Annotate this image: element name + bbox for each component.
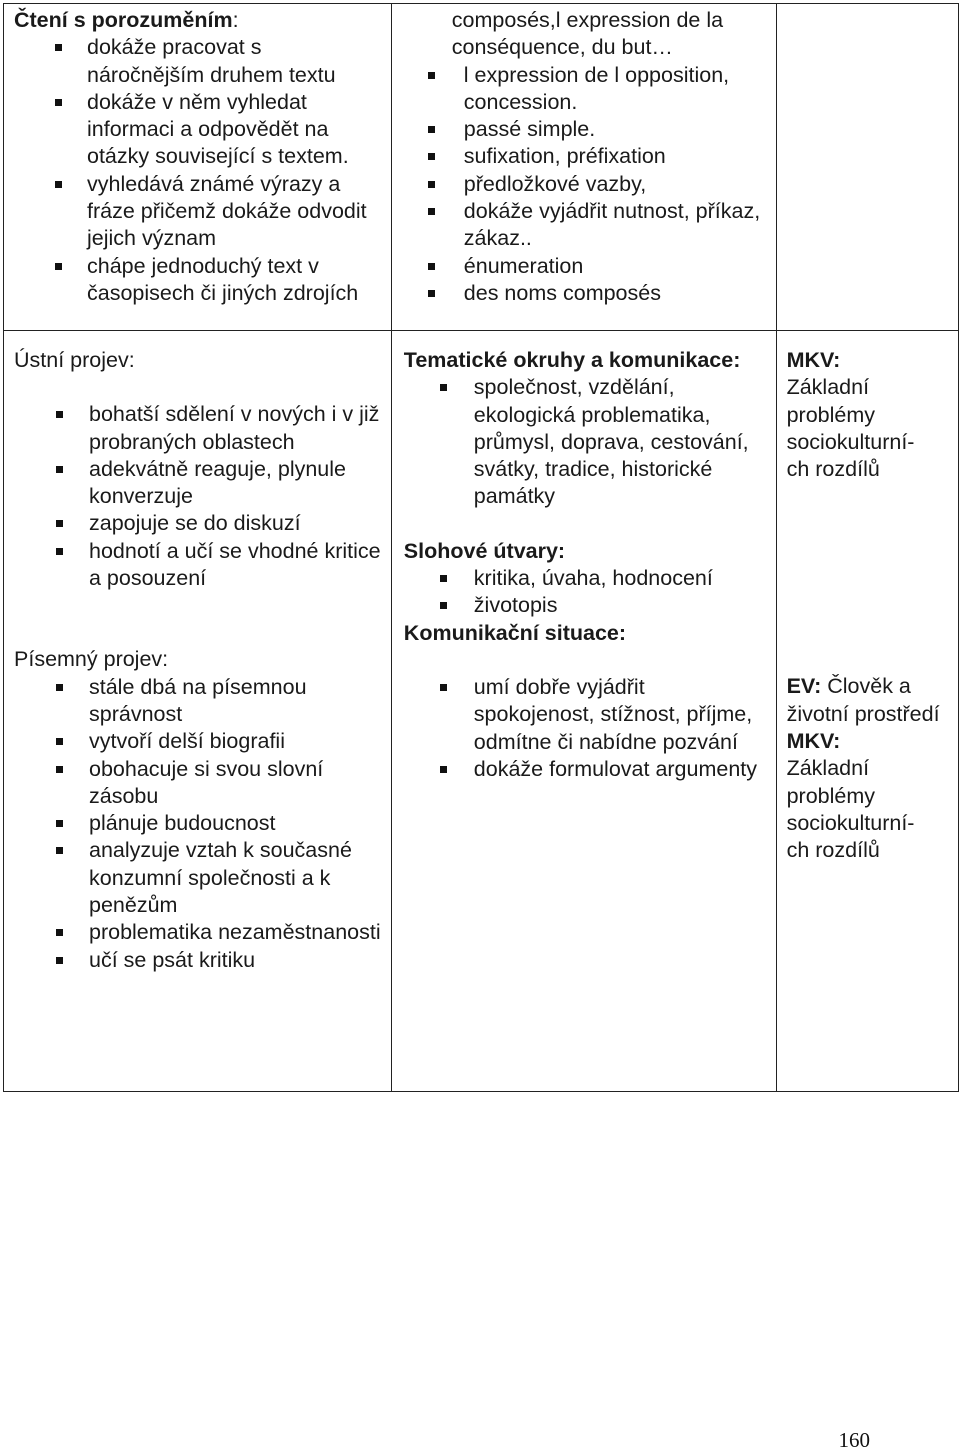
ev-text-rest: životní prostředí xyxy=(786,701,940,726)
list-item: sufixation, préfixation xyxy=(404,143,768,170)
grammar-lead-text: composés,l expression de la conséquence, du but… xyxy=(451,8,724,60)
ev-label: EV: xyxy=(786,674,822,699)
styles-heading: Slohové útvary: xyxy=(403,538,566,563)
list-item: stále dbá na písemnou správnost xyxy=(14,674,383,729)
mkv-text-2: Základní problémy sociokulturní- ch rozdílů xyxy=(786,756,915,863)
oral-list xyxy=(14,401,383,592)
topics-cell xyxy=(391,331,776,1092)
list-item: životopis xyxy=(404,592,768,619)
reading-list xyxy=(14,34,383,307)
written-list xyxy=(14,674,383,974)
oral-heading: Ústní projev: xyxy=(14,348,135,372)
table-row xyxy=(4,331,959,1092)
grammar-cell xyxy=(391,4,776,331)
page-number: 160 xyxy=(838,1428,870,1452)
list-item: vytvoří delší biografii xyxy=(14,728,383,755)
mkv-label: MKV: xyxy=(786,348,841,372)
list-item: plánuje budoucnost xyxy=(14,810,383,837)
list-item: obohacuje si svou slovní zásobu xyxy=(14,756,383,811)
curriculum-table xyxy=(3,3,959,1092)
list-item: problematika nezaměstnanosti xyxy=(14,919,383,946)
list-item: společnost, vzdělání, ekologická problematika, průmysl, doprava, cestování, svátky, tradice, historické památky xyxy=(404,374,768,510)
styles-list xyxy=(404,565,768,620)
list-item: umí dobře vyjádřit spokojenost, stížnost, příjme, odmítne či nabídne pozvání xyxy=(404,674,768,756)
list-item: dokáže formulovat argumenty xyxy=(404,756,768,783)
table-row xyxy=(4,4,959,331)
list-item: učí se psát kritiku xyxy=(14,947,383,974)
list-item: vyhledává známé výrazy a fráze přičemž dokáže odvodit jejich význam xyxy=(14,171,383,253)
list-item: passé simple. xyxy=(404,116,768,143)
reading-cell xyxy=(4,4,392,331)
situations-heading: Komunikační situace: xyxy=(403,620,627,645)
speaking-writing-cell xyxy=(4,331,392,1092)
situations-list xyxy=(404,674,768,783)
mkv-label-2: MKV: xyxy=(786,729,841,754)
list-item: dokáže v něm vyhledat informaci a odpovědět na otázky související s textem. xyxy=(14,89,383,171)
list-item: předložkové vazby, xyxy=(404,171,768,198)
list-item: bohatší sdělení v nových i v již probraných oblastech xyxy=(14,401,383,456)
ev-line xyxy=(787,673,950,700)
list-item: des noms composés xyxy=(404,280,768,307)
list-item: zapojuje se do diskuzí xyxy=(14,510,383,537)
mkv-text: Základní problémy sociokulturní- ch rozdílů xyxy=(786,375,915,482)
list-item: hodnotí a učí se vhodné kritice a posouzení xyxy=(14,538,383,593)
grammar-list xyxy=(404,62,768,308)
list-item: analyzuje vztah k současné konzumní společnosti a k penězům xyxy=(14,837,383,919)
reading-heading: Čtení s porozuměním: xyxy=(14,8,239,32)
list-item: adekvátně reaguje, plynule konverzuje xyxy=(14,456,383,511)
topics-list xyxy=(404,374,768,510)
list-item: l expression de l opposition, concession. xyxy=(404,62,768,117)
list-item: énumeration xyxy=(404,253,768,280)
topics-heading: Tematické okruhy a komunikace: xyxy=(403,348,741,372)
crosscurricular-cell xyxy=(776,331,958,1092)
written-heading: Písemný projev: xyxy=(14,647,169,672)
ev-text: Člověk a xyxy=(821,674,911,699)
list-item: chápe jednoduchý text v časopisech či jiných zdrojích xyxy=(14,253,383,308)
crosscurricular-cell-empty xyxy=(776,4,958,331)
list-item: dokáže vyjádřit nutnost, příkaz, zákaz.. xyxy=(404,198,768,253)
list-item: dokáže pracovat s náročnějším druhem textu xyxy=(14,34,383,89)
list-item: kritika, úvaha, hodnocení xyxy=(404,565,768,592)
